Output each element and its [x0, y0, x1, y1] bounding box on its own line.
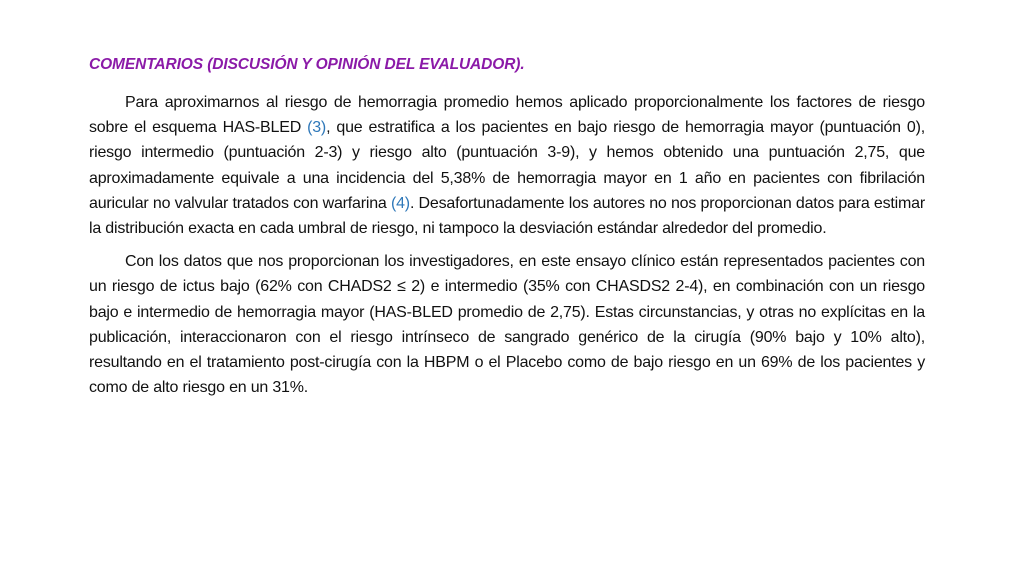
paragraph-trial-data: Con los datos que nos proporcionan los investigadores, en este ensayo clínico están representados pacientes con un riesgo de ictus bajo (62% con CHADS2 ≤ 2) e intermedio (35% con CHASDS2 2-4), en combinación con un riesgo bajo e intermedio de hemorragia mayor (HAS-BLED promedio de 2,75). Estas circunstancias, y otras no explícitas en la publicación, interaccionaron con el riesgo intrínseco de sangrado genérico de la cirugía (90% bajo y 10% alto), resultando en el tratamiento post-cirugía con la HBPM o el Placebo como de bajo riesgo en un 69% de los pacientes y como de alto riesgo en un 31%. — [89, 253, 925, 397]
reference-link-3[interactable]: (3) — [307, 119, 327, 137]
paragraph-text: . Desafortunadamente los autores no nos proporcionan datos para estimar la distribución exacta en cada umbral de riesgo, ni tampoco la desviación estándar alrededor del promedio. — [89, 194, 925, 238]
section-heading: COMENTARIOS (DISCUSIÓN Y OPINIÓN DEL EVALUADOR). — [89, 56, 525, 73]
paragraph-text: , que estratifica a los pacientes en bajo riesgo de hemorragia mayor (puntuación 0), riesgo intermedio (puntuación 2-3) y riesgo alto (puntuación 3-9), y hemos obtenido una puntuación 2,75, que aproximadamente equivale a una incidencia del 5,38% de hemorragia mayor en 1 año en pacientes con fibrilación auricular no valvular tratados con warfarina — [89, 119, 925, 212]
reference-link-4[interactable]: (4) — [390, 194, 410, 212]
paragraph-text: Para aproximarnos al riesgo de hemorragia promedio hemos aplicado proporcionalmente los factores de riesgo sobre el esquema HAS-BLED — [89, 94, 925, 137]
paragraph-has-bled — [89, 90, 925, 241]
document-page — [89, 52, 925, 408]
